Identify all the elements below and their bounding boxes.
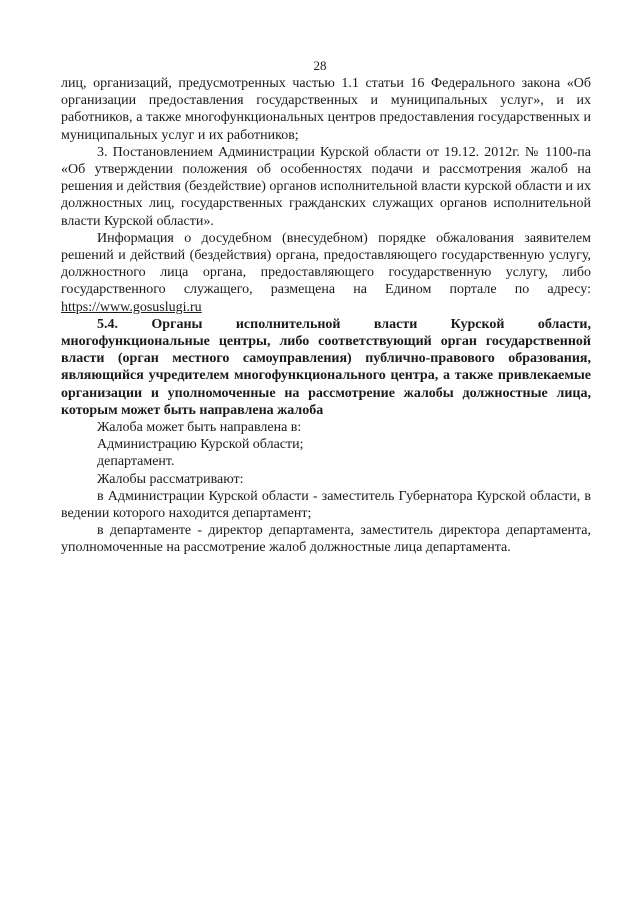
page-number: 28 (313, 58, 327, 73)
paragraph-resolution-1100: 3. Постановлением Администрации Курской области от 19.12. 2012г. № 1100-па «Об утверждении положения об особенностях подачи и рассмотрения жалоб на решения и действия (бездействие) органов исполнительной власти курской области и их должностных лиц, государственных гражданских служащих органов исполнительной власти Курской области». (61, 144, 591, 229)
paragraph-continuation: лиц, организаций, предусмотренных частью 1.1 статьи 16 Федерального закона «Об организации предоставления государственных и муниципальных услуг», и их работников, а также многофункциональных центров предоставления государственных и муниципальных услуг и их работников; (61, 76, 591, 143)
paragraph-administration: в Администрации Курской области - заместитель Губернатора Курской области, в ведении которого находится департамент; (61, 488, 591, 522)
document-body (61, 75, 591, 557)
paragraph-appeal-info (61, 230, 591, 316)
section-heading-5-4: 5.4. Органы исполнительной власти Курской области, многофункциональные центры, либо соответствующий орган государственной власти (орган местного самоуправления) публично-правового образования, являющийся учредителем многофункционального центра, а также привлекаемые организации и уполномоченные на рассмотрение жалобы должностные лица, которым может быть направлена жалоба (61, 316, 591, 418)
list-item: Жалоба может быть направлена в: (97, 420, 302, 436)
gosuslugi-link[interactable]: https://www.gosuslugi.ru (61, 299, 202, 315)
list-item: Администрацию Курской области; (97, 437, 304, 453)
list-item: департамент. (97, 454, 175, 470)
paragraph-department: в департаменте - директор департамента, заместитель директора департамента, уполномоченные на рассмотрение жалоб должностные лица департамента. (61, 523, 591, 556)
list-item: Жалобы рассматривают: (97, 471, 244, 487)
appeal-info-text: Информация о досудебном (внесудебном) порядке обжалования заявителем решений и действий (бездействия) органа, предоставляющего государственную услугу, должностного лица органа, предоставляющего государственную услугу, либо государственного служащего, размещена на Едином портале по адресу: (61, 230, 591, 298)
